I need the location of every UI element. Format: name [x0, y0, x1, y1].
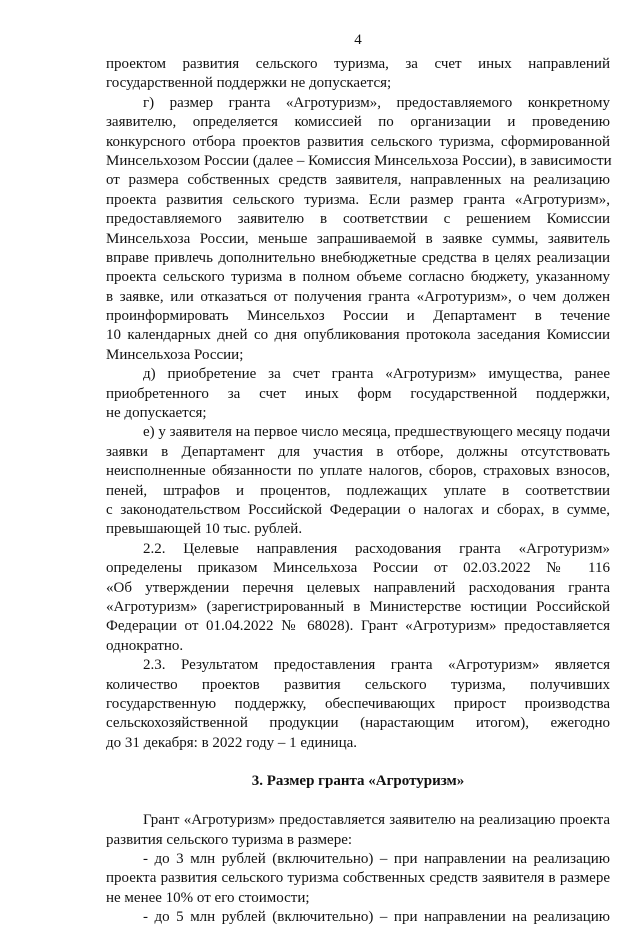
text-line: проинформировать Минсельхоз России и Департамент в течение: [106, 308, 610, 325]
text-line: - до 5 млн рублей (включительно) – при направлении на реализацию: [143, 909, 610, 926]
text-line: Федерации от 01.04.2022 № 68028). Грант «Агротуризм» предоставляется: [106, 618, 610, 635]
text-line: проекта развития сельского туризма собственных средств заявителя в размере: [106, 870, 610, 887]
text-line: д) приобретение за счет гранта «Агротуризм» имущества, ранее: [143, 366, 610, 383]
text-line: г) размер гранта «Агротуризм», предоставляемого конкретному: [143, 94, 610, 111]
text-line: «Об утверждении перечня целевых направлений расходования гранта: [106, 579, 610, 596]
document-body: [106, 55, 610, 928]
text-line: государственную поддержку, обеспечивающих прирост производства: [106, 695, 610, 712]
text-line: проекта сельского туризма в полном объеме согласно бюджету, указанному: [106, 269, 610, 286]
text-line: проекта развития сельского туризма. Если размер гранта «Агротуризм»,: [106, 191, 610, 208]
text-line: проектом развития сельского туризма, за счет иных направлений: [106, 56, 610, 72]
text-line: 10 календарных дней со дня опубликования протокола заседания Комиссии: [106, 327, 610, 344]
text-line: Минсельхоза России, меньше запрашиваемой в заявке суммы, заявитель: [106, 230, 610, 247]
text-line: конкурсного отбора проектов развития сельского туризма, сформированной: [106, 133, 610, 150]
text-line: в заявке, или отказаться от получения гранта «Агротуризм», о чем должен: [106, 288, 610, 305]
text-line: количество проектов развития сельского туризма, получивших: [106, 676, 610, 693]
section-heading: 3. Размер гранта «Агротуризм»: [251, 773, 465, 790]
text-line: приобретенного за счет иных форм государственной поддержки,: [106, 385, 610, 402]
text-line: Грант «Агротуризм» предоставляется заявителю на реализацию проекта: [143, 812, 610, 829]
text-line: государственной поддержки не допускается;: [106, 75, 392, 92]
text-line: предоставляемого заявителю в соответствии с решением Комиссии: [106, 211, 610, 228]
text-line: превышающей 10 тыс. рублей.: [106, 521, 303, 538]
text-line: неисполненные обязанности по уплате налогов, сборов, страховых взносов,: [106, 463, 610, 480]
text-line: определены приказом Минсельхоза России от 02.03.2022 № 116: [106, 560, 610, 577]
text-line: Минсельхозом России (далее – Комиссия Минсельхоза России), в зависимости: [106, 152, 612, 169]
text-line: - до 3 млн рублей (включительно) – при направлении на реализацию: [143, 851, 610, 868]
text-line: 2.3. Результатом предоставления гранта «Агротуризм» является: [143, 657, 610, 674]
text-line: «Агротуризм» (зарегистрированный в Министерстве юстиции Российской: [106, 598, 610, 615]
blank-line: [106, 792, 610, 811]
text-line: с законодательством Российской Федерации о налогах и сборах, в сумме,: [106, 501, 610, 518]
text-line: заявителю, определяется комиссией по организации и проведению: [106, 114, 610, 131]
text-line: пеней, штрафов и процентов, подлежащих уплате в соответствии: [106, 482, 610, 499]
text-line: сельскохозяйственной продукции (нарастающим итогом), ежегодно: [106, 715, 610, 732]
text-line: е) у заявителя на первое число месяца, предшествующего месяцу подачи: [143, 424, 611, 441]
text-line: не допускается;: [106, 405, 207, 422]
page-number: 4: [354, 32, 362, 48]
text-line: 2.2. Целевые направления расходования гранта «Агротуризм»: [143, 540, 610, 557]
text-line: заявки в Департамент для участия в отборе, должны отсутствовать: [106, 443, 610, 460]
text-line: развития сельского туризма в размере:: [106, 831, 353, 848]
text-line: до 31 декабря: в 2022 году – 1 единица.: [106, 734, 358, 751]
text-line: не менее 10% от его стоимости;: [106, 889, 310, 906]
text-line: вправе привлечь дополнительно внебюджетные средства в целях реализации: [106, 249, 610, 266]
text-line: однократно.: [106, 637, 184, 654]
blank-line: [106, 753, 610, 772]
text-line: от размера собственных средств заявителя, направленных на реализацию: [106, 172, 610, 189]
text-line: Минсельхоза России;: [106, 346, 244, 363]
